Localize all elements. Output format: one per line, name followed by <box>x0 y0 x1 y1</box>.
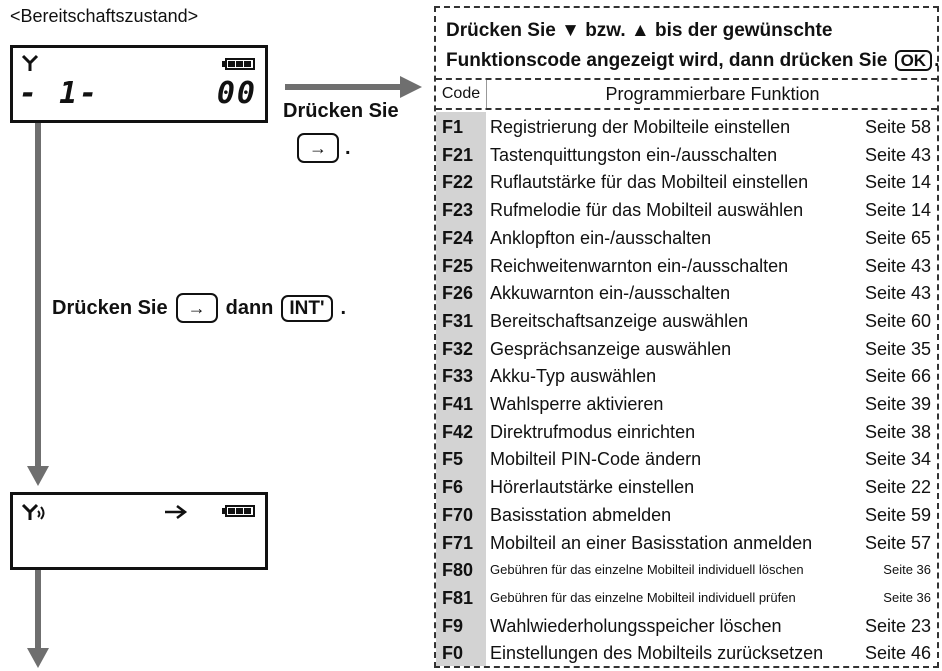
code-column-shading <box>436 112 486 666</box>
antenna-icon <box>21 54 39 72</box>
step-press-then-int-period: . <box>340 296 347 319</box>
function-description: Einstellungen des Mobilteils zurücksetzen <box>490 643 824 664</box>
function-description: Registrierung der Mobilteile einstellen <box>490 117 791 137</box>
battery-icon <box>222 58 255 70</box>
function-row <box>436 255 933 277</box>
function-description: Reichweitenwarnton ein-/ausschalten <box>490 255 789 276</box>
function-row <box>436 559 933 581</box>
function-key: → <box>297 133 339 163</box>
arrow-right-icon <box>400 76 422 98</box>
page-reference: Seite 65 <box>864 227 931 248</box>
function-row <box>436 338 933 360</box>
function-row <box>436 199 933 221</box>
function-code: F0 <box>442 643 464 664</box>
page-reference: Seite 66 <box>864 366 931 387</box>
function-description: Gebühren für das einzelne Mobilteil individuell löschen <box>490 562 804 578</box>
function-row <box>436 282 933 304</box>
step-press-function-period: . <box>345 136 351 159</box>
function-code: F71 <box>442 532 474 553</box>
function-row <box>436 642 933 664</box>
page-reference: Seite 43 <box>864 255 931 276</box>
function-code: F32 <box>442 338 474 359</box>
function-row <box>436 171 933 193</box>
header-code: Code <box>436 80 487 108</box>
function-row <box>436 116 933 138</box>
page-reference: Seite 35 <box>864 338 931 359</box>
page-reference: Seite 59 <box>864 504 931 525</box>
page-reference: Seite 36 <box>883 589 931 605</box>
function-description: Mobilteil PIN-Code ändern <box>490 449 702 470</box>
function-description: Hörerlautstärke einstellen <box>490 477 695 498</box>
function-code: F6 <box>442 477 464 498</box>
page-reference: Seite 46 <box>864 643 931 664</box>
step-press-function-then-int <box>52 293 346 323</box>
function-code: F22 <box>442 172 474 193</box>
lcd-number-text: 00 <box>216 76 257 111</box>
page-reference: Seite 43 <box>864 144 931 165</box>
function-description: Gebühren für das einzelne Mobilteil individuell prüfen <box>490 589 796 605</box>
function-row <box>436 144 933 166</box>
page-reference: Seite 36 <box>883 562 931 578</box>
function-description: Gesprächsanzeige auswählen <box>490 338 732 359</box>
page-reference: Seite 34 <box>864 449 931 470</box>
function-row <box>436 310 933 332</box>
function-code: F42 <box>442 421 474 442</box>
instruction-line-2 <box>446 46 940 76</box>
function-code: F33 <box>442 366 474 387</box>
battery-icon-2 <box>222 505 255 517</box>
instruction-line-2-text: Funktionscode angezeigt wird, dann drücken Sie <box>446 50 888 71</box>
function-row <box>436 365 933 387</box>
page-reference: Seite 23 <box>864 615 931 636</box>
page-reference: Seite 39 <box>864 394 931 414</box>
instruction-line-2-period: . <box>934 50 940 71</box>
function-description: Ruflautstärke für das Mobilteil einstellen <box>490 172 809 193</box>
function-description: Akku-Typ auswählen <box>490 366 657 387</box>
function-code: F9 <box>442 615 464 636</box>
arrow-down-line-2 <box>35 570 41 650</box>
function-description: Rufmelodie für das Mobilteil auswählen <box>490 200 804 221</box>
lcd-channel-text: - 1- <box>19 76 100 111</box>
function-description: Mobilteil an einer Basisstation anmelden <box>490 532 813 553</box>
function-code: F25 <box>442 255 474 276</box>
function-row <box>436 393 933 415</box>
header-function: Programmierbare Funktion <box>605 84 820 104</box>
function-description: Anklopfton ein-/ausschalten <box>490 227 712 248</box>
step-press-function-text: Drücken Sie <box>283 100 399 122</box>
instruction-line-1: Drücken Sie ▼ bzw. ▲ bis der gewünschte <box>446 20 833 41</box>
page-reference: Seite 14 <box>864 172 931 193</box>
function-row <box>436 421 933 443</box>
function-description: Basisstation abmelden <box>490 504 672 525</box>
step-press-function-key <box>297 133 351 163</box>
function-description: Wahlsperre aktivieren <box>490 394 664 414</box>
page-reference: Seite 14 <box>864 200 931 221</box>
standby-state-label: <Bereitschaftszustand> <box>10 6 199 26</box>
ok-key: OK <box>895 50 933 71</box>
function-row <box>436 587 933 609</box>
function-code-panel <box>434 6 939 668</box>
panel-instructions <box>436 8 940 80</box>
function-code: F41 <box>442 394 474 414</box>
function-code: F31 <box>442 310 474 331</box>
function-code: F26 <box>442 283 474 304</box>
arrow-down-line <box>35 123 41 470</box>
arrow-right-line <box>285 84 403 90</box>
function-row <box>436 532 933 554</box>
function-code: F70 <box>442 504 474 525</box>
function-code: F80 <box>442 560 474 581</box>
function-row <box>436 615 933 637</box>
function-description: Tastenquittungston ein-/ausschalten <box>490 144 778 165</box>
function-key-2: → <box>176 293 218 323</box>
int-key: INT' <box>281 295 332 322</box>
table-header <box>436 80 937 110</box>
function-code: F1 <box>442 117 464 137</box>
function-description: Bereitschaftsanzeige auswählen <box>490 310 749 331</box>
arrow-down-icon <box>27 466 49 486</box>
page-reference: Seite 38 <box>864 421 931 442</box>
function-description: Direktrufmodus einrichten <box>490 421 696 442</box>
handset-display-function-mode <box>10 492 268 570</box>
function-description: Wahlwiederholungsspeicher löschen <box>490 615 782 636</box>
step-press-then-int-middle: dann <box>225 296 274 319</box>
page-reference: Seite 58 <box>864 117 931 137</box>
function-code: F81 <box>442 587 474 608</box>
function-code: F23 <box>442 200 474 221</box>
function-row <box>436 504 933 526</box>
function-code: F21 <box>442 144 474 165</box>
function-row <box>436 227 933 249</box>
page-reference: Seite 60 <box>864 310 931 331</box>
function-description: Akkuwarnton ein-/ausschalten <box>490 283 731 304</box>
function-row <box>436 476 933 498</box>
page-reference: Seite 43 <box>864 283 931 304</box>
handset-display-standby <box>10 45 268 123</box>
function-arrow-icon <box>163 503 191 521</box>
function-row <box>436 448 933 470</box>
antenna-signal-icon <box>21 503 49 521</box>
function-code: F5 <box>442 449 464 470</box>
page-reference: Seite 22 <box>864 477 931 498</box>
page-reference: Seite 57 <box>864 532 931 553</box>
function-code: F24 <box>442 227 474 248</box>
step-press-then-int-prefix: Drücken Sie <box>52 296 168 319</box>
arrow-down-icon-2 <box>27 648 49 668</box>
